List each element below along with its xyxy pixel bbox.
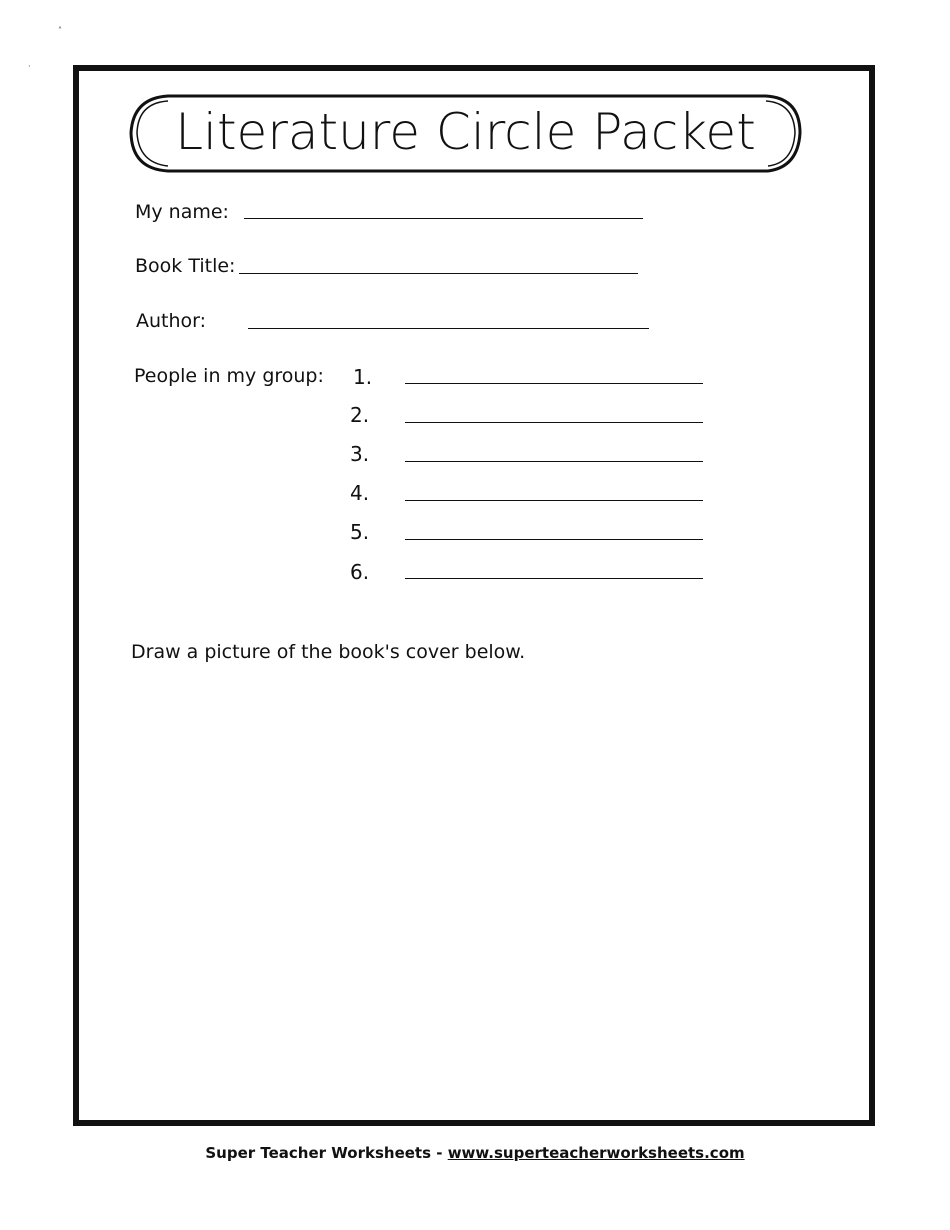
page-title: Literature Circle Packet xyxy=(175,103,756,161)
group-number-1: 1. xyxy=(353,365,373,389)
drawing-instruction: Draw a picture of the book's cover below. xyxy=(131,641,526,663)
my-name-label: My name: xyxy=(135,201,229,223)
group-member-field-6[interactable] xyxy=(405,578,703,579)
group-number-2: 2. xyxy=(350,403,370,427)
title-banner xyxy=(128,93,803,173)
group-label: People in my group: xyxy=(134,365,324,387)
group-number-4: 4. xyxy=(350,481,370,505)
group-member-field-3[interactable] xyxy=(405,461,703,462)
footer-separator: - xyxy=(431,1144,448,1162)
group-number-3: 3. xyxy=(350,442,370,466)
footer xyxy=(0,1144,950,1162)
group-number-5: 5. xyxy=(350,520,370,544)
author-field[interactable] xyxy=(248,328,649,329)
footer-brand: Super Teacher Worksheets xyxy=(205,1144,432,1162)
group-member-field-2[interactable] xyxy=(405,422,703,423)
author-label: Author: xyxy=(136,310,207,332)
scan-speck: · xyxy=(28,62,31,71)
group-number-6: 6. xyxy=(350,560,370,584)
book-title-field[interactable] xyxy=(239,273,638,274)
my-name-field[interactable] xyxy=(244,218,643,219)
book-title-label: Book Title: xyxy=(135,255,236,277)
group-member-field-4[interactable] xyxy=(405,500,703,501)
group-member-field-5[interactable] xyxy=(405,539,703,540)
scan-speck: ˄ xyxy=(58,26,62,35)
footer-url-link[interactable]: www.superteacherworksheets.com xyxy=(447,1144,745,1162)
book-cover-drawing-area[interactable] xyxy=(85,680,855,1105)
group-member-field-1[interactable] xyxy=(405,383,703,384)
